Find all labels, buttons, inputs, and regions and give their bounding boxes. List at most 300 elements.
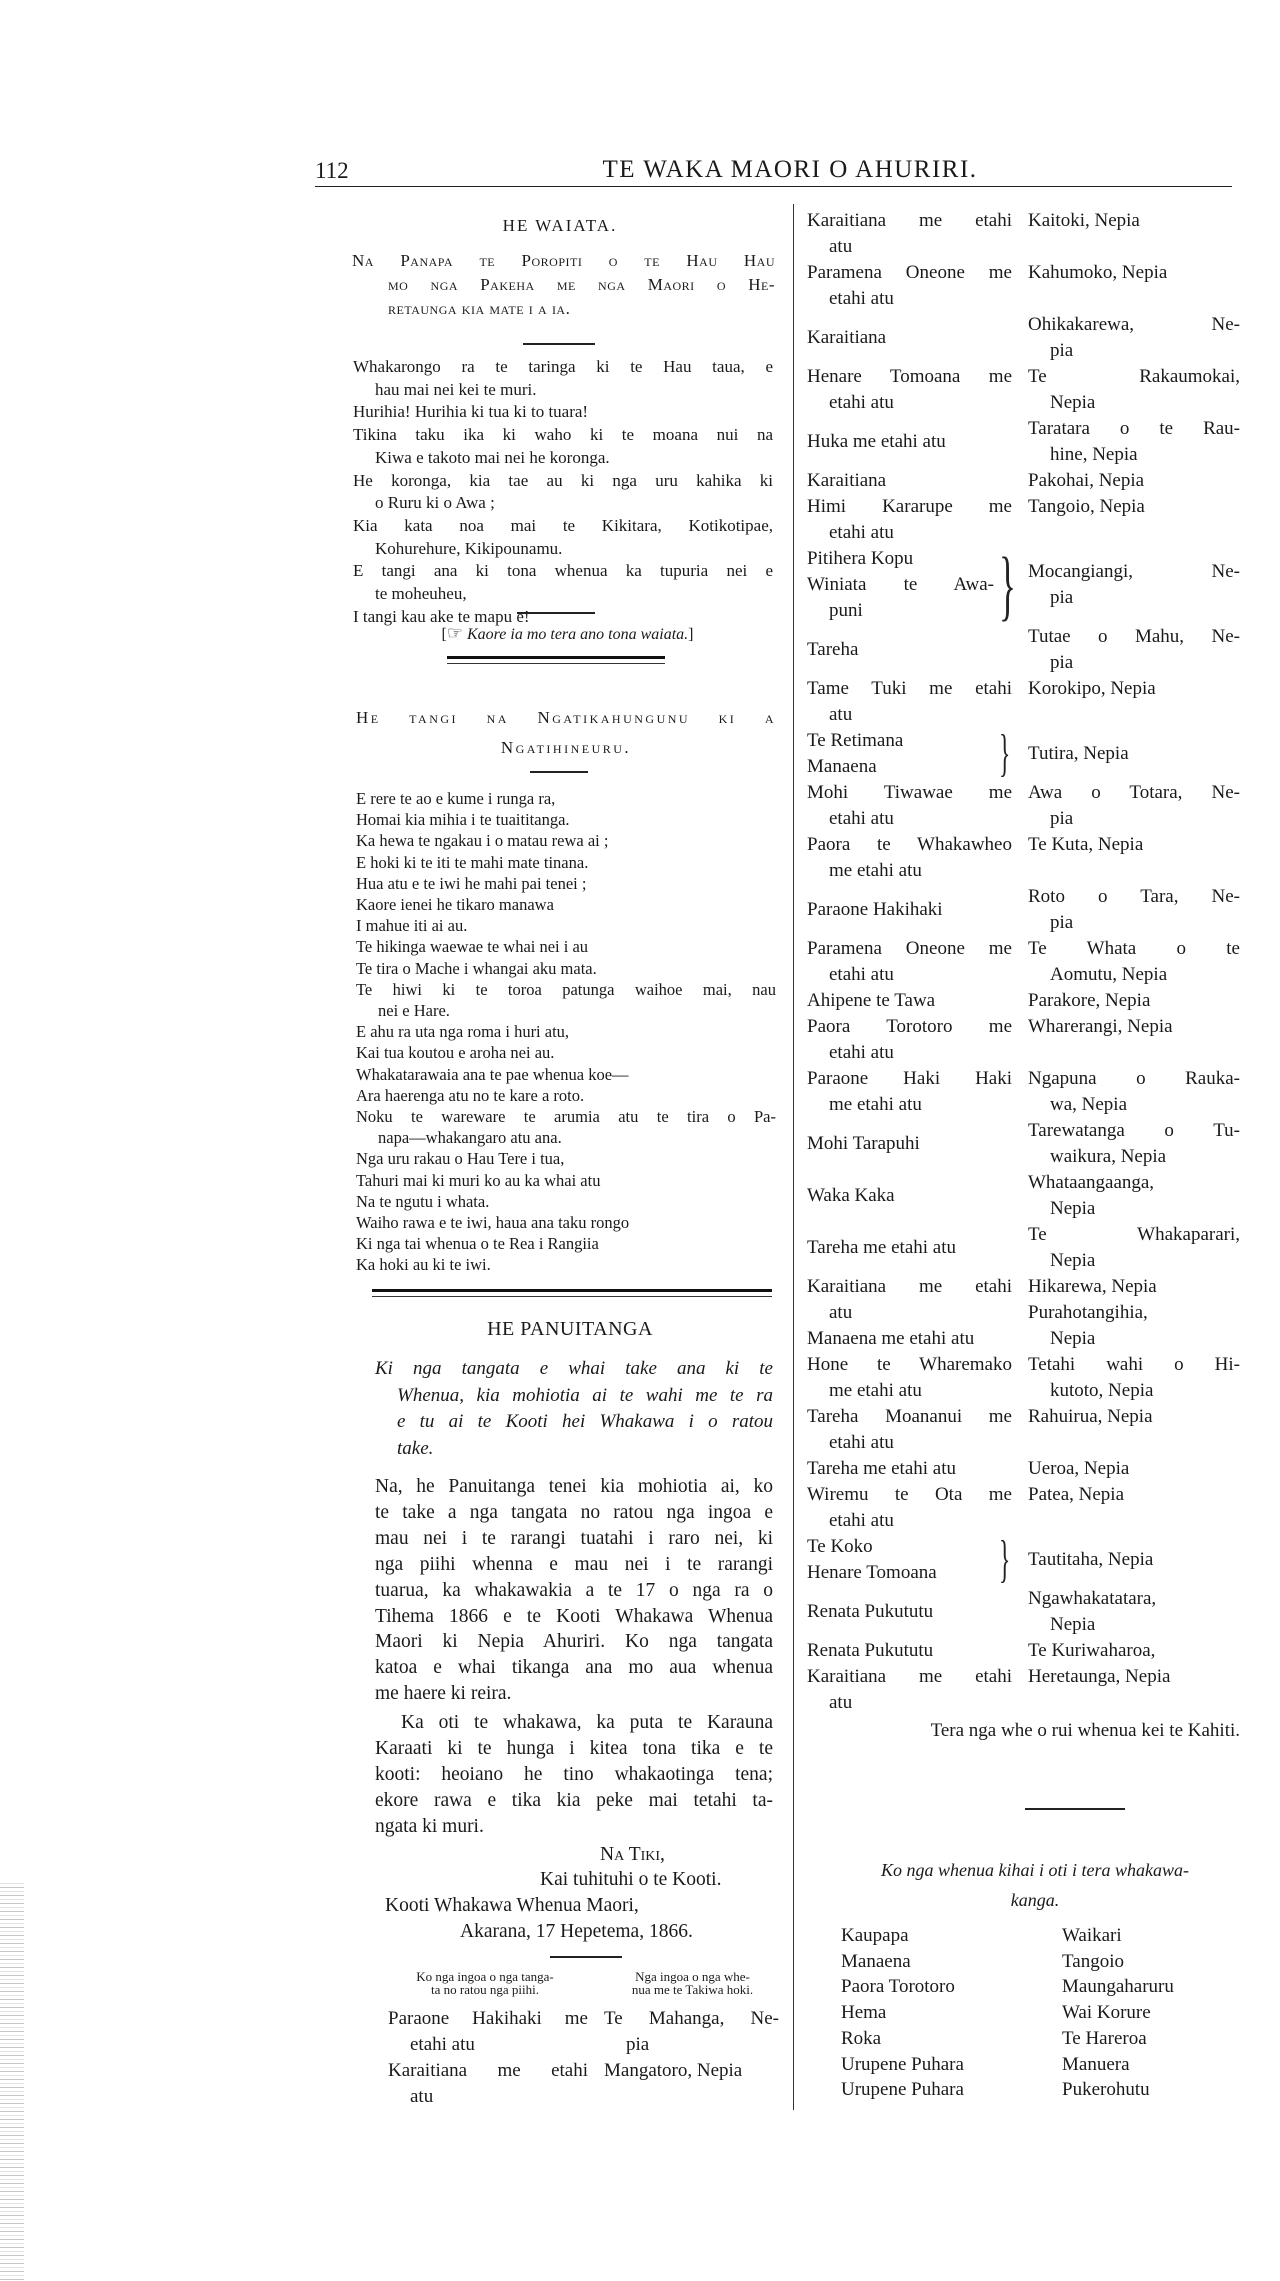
place-name [1028,1014,1240,1040]
place-line: pia [1050,808,1074,829]
section-rule [550,1956,622,1958]
owner-names [807,260,1012,312]
owner-names [807,884,1012,936]
verse-text: nei e Hare. [378,1001,450,1021]
double-rule [372,1289,772,1297]
owner-line: Manaena me etahi atu [807,1328,975,1349]
place-name [604,2058,779,2084]
owner-list [807,1482,1012,1534]
owner-name [807,546,994,572]
verse-text: I mahue iti ai au. [356,916,468,936]
place-name [1028,416,1240,468]
owner-line: Paraone Haki Haki [807,1068,1012,1089]
owner-names [807,832,1012,884]
table-row [807,1014,1240,1066]
owner-list [807,1638,1012,1664]
place-line: Te Rakaumokai, [1028,366,1240,387]
unfinished-item: Te Hareroa [1062,2027,1147,2049]
place-line: Whataangaanga, [1028,1172,1155,1193]
owner-names [807,208,1012,260]
place-line: Mangatoro, Nepia [604,2060,743,2081]
header-line: ta no ratou nga piihi. [431,1982,539,1997]
owner-line: etahi atu [829,1042,894,1063]
owner-list [807,494,1012,546]
place-line: Awa o Totara, Ne- [1028,782,1240,803]
place-name [1028,1586,1240,1638]
place-name [1028,1638,1240,1664]
owner-name [807,1326,1012,1352]
owner-line: atu [829,1302,853,1323]
owner-names [807,1638,1012,1664]
owner-name [807,1664,1012,1716]
note-text: Kaore ia mo tera ano tona waiata. [466,626,689,643]
verse-text: Noku te wareware te arumia atu te tira o Pa- [356,1107,776,1127]
owner-names [807,624,1012,676]
verse-text: Hurihia! Hurihia ki tua ki to tuara! [353,402,589,422]
owner-names [807,416,1012,468]
owner-name [807,494,1012,546]
subtitle-line: mo nga Pakeha me nga Maori o He- [388,275,775,294]
owner-line: Te Koko [807,1536,873,1557]
verse-text: I tangi kau ake te mapu e! [353,606,530,626]
owner-line: atu [829,1692,853,1713]
unfinished-item: Urupene Puhara [841,2079,964,2101]
place-name [1028,1482,1240,1508]
owner-list [807,1274,1012,1326]
place-name [1028,1664,1240,1690]
owner-list [807,1352,1012,1404]
owner-line: Tareha [807,639,859,660]
column-divider [793,204,794,2110]
owner-names [807,1482,1012,1534]
table-row [807,1638,1240,1664]
owner-list [807,832,1012,884]
verse-text: Whakatarawaia ana te pae whenua koe— [356,1064,629,1084]
place-line: Nepia [1050,1250,1096,1271]
owner-line: etahi atu [829,964,894,985]
verse-text: Ara haerenga atu no te kare a roto. [356,1085,585,1105]
place-name [1028,741,1240,767]
panuitanga-intro [375,1356,773,1462]
verse-text: Ki nga tai whenua o te Rea i Rangiia [356,1234,599,1254]
place-line: Tarewatanga o Tu- [1028,1120,1240,1141]
table-row [388,2006,780,2058]
owner-name [388,2006,588,2058]
owner-names [807,1170,1012,1222]
owner-name [807,1274,1012,1326]
section-rule [517,612,595,614]
table-row [807,541,1240,628]
place-line: Mocangiangi, Ne- [1028,561,1240,582]
owner-line: puni [829,600,863,621]
verse-text: He koronga, kia tae au ki nga uru kahika ki [353,470,773,490]
owner-line: Tame Tuki me etahi [807,678,1012,699]
owner-name [807,1482,1012,1534]
place-line: pia [1050,912,1074,933]
notice-date: Akarana, 17 Hepetema, 1866. [460,1921,693,1942]
owner-name [807,1638,1012,1664]
unfinished-item: Hema [841,2002,887,2024]
owner-names [807,936,1012,988]
page-number: 112 [315,158,349,183]
owner-names [807,1664,1012,1716]
verse-line [356,936,776,957]
verse-line [356,1170,776,1191]
owner-line: Henare Tomoana me [807,366,1012,387]
owner-line: etahi atu [410,2034,475,2055]
section-rule [1025,1808,1125,1810]
owner-names [807,541,1016,628]
owner-line: Paraone Hakihaki [807,899,943,920]
owner-line: Tareha Moananui me [807,1406,1012,1427]
place-name [1028,312,1240,364]
owner-name [807,1352,1012,1404]
owner-line: atu [829,704,853,725]
verse-line [353,515,773,560]
verse-text: Te tira o Mache i whangai aku mata. [356,958,597,978]
owner-name [807,754,994,780]
owner-names [807,676,1012,728]
place-name [1028,832,1240,858]
place-line: Kahumoko, Nepia [1028,262,1168,283]
owner-name [807,1560,994,1586]
owner-list [807,637,1012,663]
place-name [1028,936,1240,988]
owner-line: me etahi atu [829,860,922,881]
verse-line [353,356,773,401]
pointing-hand-icon: ☞ [446,623,463,643]
verse-text: E hoki ki te iti te mahi mate tinana. [356,852,589,872]
owner-line: Ahipene te Tawa [807,990,936,1011]
place-line: Taratara o te Rau- [1028,418,1240,439]
verse-text: E ahu ra uta nga roma i huri atu, [356,1022,570,1042]
place-line: Hikarewa, Nepia [1028,1276,1157,1297]
owner-list [807,1456,1012,1482]
table-header-owners [385,1970,585,1996]
place-line: Te Whata o te [1028,938,1240,959]
owner-name [807,1183,1012,1209]
place-line: pia [1050,652,1074,673]
unfinished-item: Urupene Puhara [841,2053,964,2075]
place-line: Kaitoki, Nepia [1028,210,1140,231]
verse-line [356,1085,776,1106]
section-rule [523,343,595,345]
place-line: Nepia [1050,1198,1096,1219]
table-row [807,364,1240,416]
owner-name [807,832,1012,884]
owner-line: Wiremu te Ota me [807,1484,1012,1505]
owner-line: Tareha me etahi atu [807,1237,957,1258]
place-line: Nepia [1050,1614,1096,1635]
verse-line [356,1191,776,1212]
place-name [604,2006,779,2058]
double-rule [447,656,665,664]
paragraph-line: Ka oti te whakawa, ka puta te Karauna [401,1712,773,1733]
owner-line: Huka me etahi atu [807,431,946,452]
owner-list [807,429,1012,455]
header-rule [315,186,1232,187]
table-row [807,1586,1240,1638]
header-line: Nga ingoa o nga whe- [635,1969,750,1984]
panuitanga-heading: HE PANUITANGA [487,1318,653,1340]
verse-text: te moheuheu, [375,584,467,604]
owner-line: Paora te Whakawheo [807,834,1012,855]
court-office: Kooti Whakawa Whenua Maori, [385,1895,639,1916]
table-row [807,208,1240,260]
verse-line [356,809,776,830]
place-name [1028,208,1240,234]
verse-line [356,979,776,1021]
owner-list [807,1534,994,1586]
waiata-note [360,622,775,646]
owner-name [807,728,994,754]
paragraph-line: ngata ki muri. [375,1816,484,1837]
table-row [388,2058,780,2110]
verse-line [356,1148,776,1169]
place-line: Patea, Nepia [1028,1484,1125,1505]
place-line: Te Kuriwaharoa, [1028,1640,1156,1661]
owner-names [807,1014,1012,1066]
waiata-subtitle [352,249,775,321]
owner-line: Tareha me etahi atu [807,1458,957,1479]
owner-line: me etahi atu [829,1380,922,1401]
owner-list [807,546,994,624]
owner-line: Waka Kaka [807,1185,895,1206]
table-row [807,936,1240,988]
masthead-title: TE WAKA MAORI O AHURIRI. [602,156,978,183]
owner-names [807,1326,1012,1352]
owner-list [807,1326,1012,1352]
owner-names [807,780,1012,832]
verse-line [356,788,776,809]
place-line: pia [1050,340,1074,361]
place-name [1028,1118,1240,1170]
place-name [1028,364,1240,416]
place-name [1028,1066,1240,1118]
heading-line: Ko nga whenua kihai i oti i tera whakawa- [881,1860,1189,1880]
intro-line: Ki nga tangata e whai take ana ki te [375,1358,773,1379]
owner-line: Mohi Tarapuhi [807,1133,920,1154]
panuitanga-paragraph-2 [375,1710,773,1840]
land-table-left [388,2006,780,2110]
owner-names [388,2006,588,2058]
owner-name [807,1066,1012,1118]
owner-names [807,1586,1012,1638]
subtitle-line: retaunga kia mate i a ia. [388,299,571,318]
place-line: Heretaunga, Nepia [1028,1666,1171,1687]
owner-name [807,1131,1012,1157]
verse-line [353,424,773,469]
place-line: Te Whakaparari, [1028,1224,1240,1245]
verse-text: Ka hoki au ki te iwi. [356,1255,491,1275]
paragraph-line: kooti: heoiano he tino whakaotinga tena; [375,1764,773,1785]
owner-name [807,364,1012,416]
table-row [807,725,1240,782]
owner-names [807,725,1012,782]
unfinished-item: Manuera [1062,2053,1130,2075]
unfinished-item: Maungaharuru [1062,1976,1174,1998]
owner-names [807,1274,1012,1326]
place-name [1028,624,1240,676]
verse-line [356,894,776,915]
place-name [1028,1547,1240,1573]
unfinished-item: Kaupapa [841,1925,909,1946]
owner-line: Karaitiana [807,470,887,491]
place-line: Pakohai, Nepia [1028,470,1145,491]
scan-edge-artifact [0,1880,24,2281]
owner-names [807,1404,1012,1456]
owner-list [807,1404,1012,1456]
place-line: Ohikakarewa, Ne- [1028,314,1240,335]
place-name [1028,676,1240,702]
place-line: Te Kuta, Nepia [1028,834,1144,855]
place-line: Korokipo, Nepia [1028,678,1156,699]
verse-line [353,470,773,515]
place-line: Ueroa, Nepia [1028,1458,1130,1479]
verse-line [356,1021,776,1042]
signature-name: Na Tiki, [600,1844,665,1865]
verse-text: Te hiwi ki te toroa patunga waihoe mai, nau [356,979,776,999]
unfinished-heading [830,1855,1240,1915]
owner-names [807,312,1012,364]
place-line: wa, Nepia [1050,1094,1128,1115]
bracket-close: ] [688,626,694,643]
owner-list [807,325,1012,351]
verse-text: o Ruru ki o Awa ; [375,493,495,513]
waiata-poem [353,356,773,628]
place-name [1028,884,1240,936]
verse-line [353,560,773,605]
place-name [1028,1300,1240,1352]
owner-list [807,780,1012,832]
owner-line: Te Retimana [807,730,904,751]
owner-list [807,1235,1012,1261]
owner-list [807,728,994,780]
owner-list [807,1131,1012,1157]
owner-names [807,364,1012,416]
bracket-open: [ [441,626,447,643]
owner-names [807,494,1012,546]
owner-list [807,1066,1012,1118]
waiata-heading: HE WAIATA. [502,216,618,235]
place-line: Nepia [1050,392,1096,413]
verse-text: E tangi ana ki tona whenua ka tupuria nei e [353,561,773,581]
verse-line [356,915,776,936]
verse-line [356,1064,776,1085]
verse-text: Ka hewa te ngakau i o matau rewa ai ; [356,831,609,851]
owner-name [807,1599,1012,1625]
table-row [807,1352,1240,1404]
verse-line [356,958,776,979]
owner-names [807,1531,1012,1588]
owner-name [807,260,1012,312]
owner-names [807,1066,1012,1118]
unfinished-list-right [1062,1923,1174,2103]
brace-icon: } [998,725,1011,782]
owner-list [388,2058,588,2110]
owner-name [388,2058,588,2110]
owner-line: Karaitiana me etahi [388,2060,588,2081]
table-row [807,1456,1240,1482]
verse-text: Na te ngutu i whata. [356,1191,490,1211]
owner-line: Karaitiana me etahi [807,210,1012,231]
owner-line: Karaitiana me etahi [807,1276,1012,1297]
place-line: kutoto, Nepia [1050,1380,1154,1401]
verse-line [356,830,776,851]
table-row [807,494,1240,546]
owner-line: Paramena Oneone me [807,262,1012,283]
paragraph-line: Maori ki Nepia Ahuriri. Ko nga tangata [375,1631,773,1653]
place-name [1028,1274,1240,1300]
owner-line: atu [410,2086,434,2107]
table-row [807,1066,1240,1118]
owner-line: Himi Kararupe me [807,496,1012,517]
verse-line [356,1042,776,1063]
table-row [807,1404,1240,1456]
verse-line [356,873,776,894]
place-name [1028,1404,1240,1430]
table-row [807,468,1240,494]
paragraph-line: mau nei i te rarangi tuatahi i raro nei, ki [375,1527,773,1549]
paragraph-line: katoa e whai tikanga ana mo aua whenua [375,1657,773,1679]
table-row [807,624,1240,676]
owner-line: Renata Pukututu [807,1640,934,1661]
owner-line: Winiata te Awa- [807,574,994,595]
unfinished-item: Roka [841,2027,882,2049]
place-line: Te Mahanga, Ne- [604,2008,779,2029]
owner-name [807,637,1012,663]
unfinished-list-left [841,1923,964,2103]
owner-line: etahi atu [829,1432,894,1453]
owner-name [807,780,1012,832]
table-row [807,1531,1240,1588]
unfinished-item: Tangoio [1062,1950,1124,1972]
table-footer: Tera nga whe o rui whenua kei te Kahiti. [930,1720,1240,1741]
owner-name [807,1404,1012,1456]
verse-line [356,1106,776,1148]
owner-line: Pitihera Kopu [807,548,914,569]
owner-line: Karaitiana [807,327,887,348]
header-line: Ko nga ingoa o nga tanga- [416,1969,554,1984]
owner-name [807,325,1012,351]
place-name [1028,1222,1240,1274]
verse-line [356,1254,776,1275]
owner-list [807,468,1012,494]
intro-line: e tu ai te Kooti hei Whakawa i o ratou [397,1411,773,1432]
owner-line: Paora Torotoro me [807,1016,1012,1037]
verse-text: Kohurehure, Kikipounamu. [375,538,563,558]
verse-text: Tikina taku ika ki waho ki te moana nui na [353,425,773,445]
unfinished-item: Manaena [841,1950,911,1972]
table-row [807,884,1240,936]
place-line: Ngawhakatatara, [1028,1588,1157,1609]
place-line: Tetahi wahi o Hi- [1028,1354,1240,1375]
place-line: Tutae o Mahu, Ne- [1028,626,1240,647]
place-name [1028,468,1240,494]
unfinished-item: Paora Torotoro [841,1976,955,1998]
unfinished-item: Wai Korure [1062,2002,1151,2024]
table-row [807,1482,1240,1534]
paragraph-line: Na, he Panuitanga tenei kia mohiotia ai, ko [375,1476,773,1497]
owner-line: etahi atu [829,808,894,829]
owner-names [807,1352,1012,1404]
verse-text: Kai tua koutou e aroha nei au. [356,1043,555,1063]
owner-line: Renata Pukututu [807,1601,934,1622]
verse-text: Tahuri mai ki muri ko au ka whai atu [356,1170,601,1190]
brace-icon: } [998,1531,1011,1588]
paragraph-line: Karaati ki te hunga i kitea tona tika e te [375,1738,773,1759]
verse-text: Waiho rawa e te iwi, haua ana taku rongo [356,1213,630,1233]
